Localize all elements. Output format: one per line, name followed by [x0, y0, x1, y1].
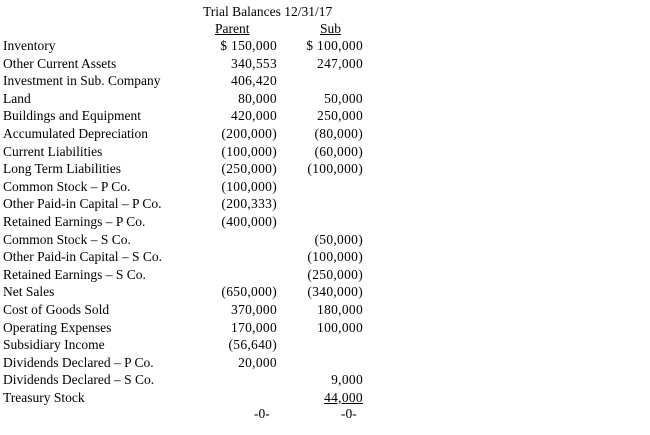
parent-amount	[200, 371, 277, 389]
sub-amount	[277, 72, 363, 90]
account-label: Investment in Sub. Company	[3, 73, 161, 89]
table-row	[3, 72, 363, 90]
parent-amount: $ 150,000	[220, 38, 277, 53]
parent-amount: (250,000)	[221, 161, 277, 177]
sub-amount: (80,000)	[314, 125, 363, 141]
parent-amount	[200, 389, 277, 407]
parent-amount: 80,000	[238, 90, 277, 106]
sub-amount: 9,000	[331, 372, 363, 388]
table-row	[3, 55, 363, 73]
sub-amount	[277, 354, 363, 372]
account-label: Cost of Goods Sold	[3, 301, 110, 317]
sub-amount: (50,000)	[314, 231, 363, 247]
account-label: Dividends Declared – P Co.	[3, 354, 154, 370]
account-label: Other Current Assets	[3, 55, 117, 71]
account-label: Treasury Stock	[3, 389, 85, 405]
sub-amount: (340,000)	[307, 284, 363, 300]
sub-amount-underlined: 44,000	[324, 389, 363, 405]
account-label: Land	[3, 90, 31, 106]
table-row	[3, 231, 363, 249]
table-row	[3, 389, 363, 407]
table-row	[3, 248, 363, 266]
parent-amount: (650,000)	[221, 284, 277, 300]
table-row	[3, 301, 363, 319]
sub-amount: (250,000)	[307, 266, 363, 282]
parent-amount: (200,000)	[221, 125, 277, 141]
account-label: Current Liabilities	[3, 143, 103, 159]
parent-amount	[200, 266, 277, 284]
sub-amount: 50,000	[324, 90, 363, 106]
parent-amount: 420,000	[231, 108, 277, 124]
parent-amount: (100,000)	[221, 143, 277, 159]
sub-amount	[277, 195, 363, 213]
parent-column-header: Parent	[215, 21, 250, 36]
account-label: Common Stock – S Co.	[3, 231, 131, 247]
sub-amount: (100,000)	[307, 249, 363, 265]
parent-amount: 406,420	[231, 73, 277, 89]
parent-amount: (200,333)	[221, 196, 277, 212]
account-label: Buildings and Equipment	[3, 108, 141, 124]
sub-amount	[277, 213, 363, 231]
account-label: Other Paid-in Capital – S Co.	[3, 249, 162, 265]
sub-amount: (100,000)	[307, 161, 363, 177]
parent-amount: 340,553	[231, 55, 277, 71]
trial-balance-title: Trial Balances 12/31/17	[203, 4, 333, 19]
table-row	[3, 354, 363, 372]
sub-amount: 180,000	[317, 301, 363, 317]
sub-amount: (60,000)	[314, 143, 363, 159]
table-row	[3, 283, 363, 301]
account-label: Other Paid-in Capital – P Co.	[3, 196, 162, 212]
trial-balance-table	[3, 37, 363, 406]
account-label: Accumulated Depreciation	[3, 125, 149, 141]
account-label: Inventory	[3, 38, 56, 53]
table-row	[3, 178, 363, 196]
sub-column-header: Sub	[320, 21, 342, 36]
sub-amount: 100,000	[317, 319, 363, 335]
sub-amount: 247,000	[317, 55, 363, 71]
parent-amount: (100,000)	[221, 178, 277, 194]
parent-amount: 370,000	[231, 301, 277, 317]
sub-amount	[277, 178, 363, 196]
table-row	[3, 319, 363, 337]
parent-amount	[200, 248, 277, 266]
sub-amount	[277, 389, 363, 407]
table-row	[3, 125, 363, 143]
table-row	[3, 195, 363, 213]
table-row	[3, 160, 363, 178]
table-row	[3, 143, 363, 161]
sub-amount: 250,000	[317, 108, 363, 124]
table-row	[3, 371, 363, 389]
sub-amount: $ 100,000	[306, 38, 363, 53]
table-row	[3, 266, 363, 284]
parent-amount: 20,000	[238, 354, 277, 370]
parent-amount: 170,000	[231, 319, 277, 335]
sub-total: -0-	[341, 406, 357, 421]
account-label: Retained Earnings – P Co.	[3, 213, 146, 229]
account-label: Dividends Declared – S Co.	[3, 372, 155, 388]
parent-amount	[200, 231, 277, 249]
account-label: Long Term Liabilities	[3, 161, 122, 177]
account-label: Common Stock – P Co.	[3, 178, 131, 194]
account-label: Subsidiary Income	[3, 337, 105, 353]
table-row	[3, 37, 363, 55]
parent-amount: (56,640)	[228, 337, 277, 353]
table-row	[3, 107, 363, 125]
parent-amount: (400,000)	[221, 213, 277, 229]
table-row	[3, 336, 363, 354]
account-label: Net Sales	[3, 284, 55, 300]
table-row	[3, 213, 363, 231]
account-label: Operating Expenses	[3, 319, 112, 335]
table-row	[3, 90, 363, 108]
parent-total: -0-	[254, 406, 270, 421]
account-label: Retained Earnings – S Co.	[3, 266, 146, 282]
sub-amount	[277, 336, 363, 354]
